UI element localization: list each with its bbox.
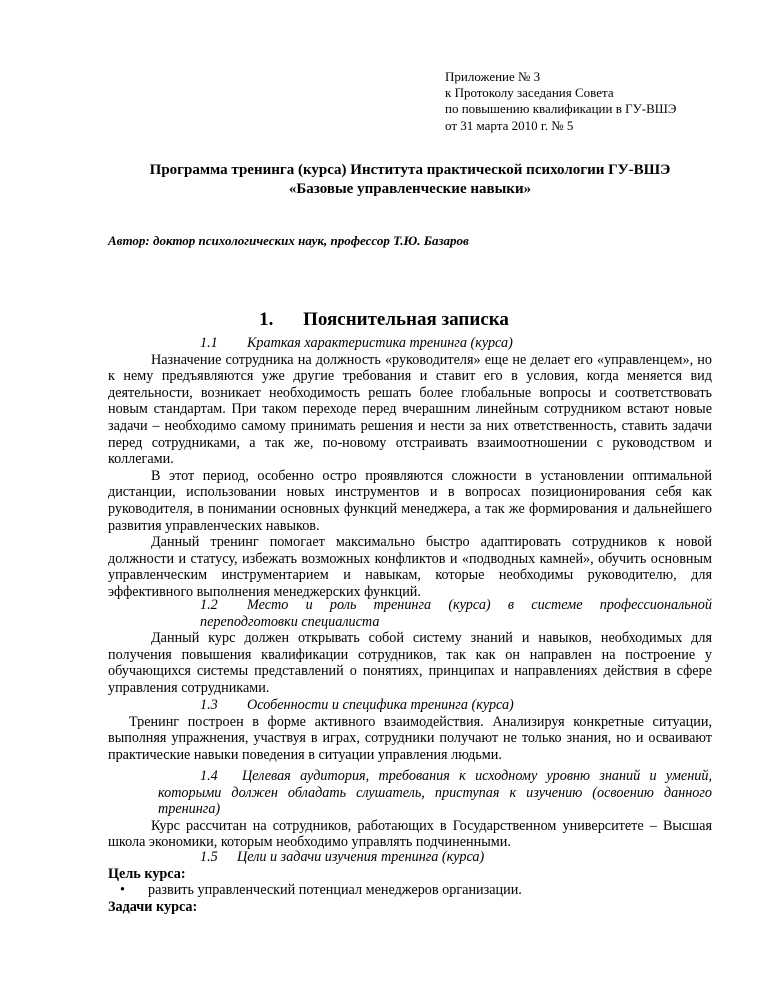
subsection-heading: [108, 597, 712, 630]
paragraph: Данный курс должен открывать собой систему знаний и навыков, необходимых для получения повышения квалификации сотрудников, так как он направлен на построение у обучающихся системы представлений о понятиях, принципах и направлениях действия в сфере управления сотрудниками.: [108, 630, 712, 696]
subsection-1-3: [108, 697, 712, 763]
subsection-1-2: [108, 597, 712, 697]
subsection-heading: [108, 335, 712, 352]
section-number: 1.: [259, 309, 274, 330]
subsection-heading: [108, 768, 712, 818]
subsection-title: Краткая характеристика тренинга (курса): [247, 335, 513, 351]
subsection-title: Особенности и специфика тренинга (курса): [247, 697, 514, 713]
subsection-title: Цели и задачи изучения тренинга (курса): [237, 849, 485, 865]
bullet-icon: •: [120, 882, 125, 899]
subsection-number: 1.3: [200, 697, 218, 713]
list-item-text: развить управленческий потенциал менеджеров организации.: [148, 882, 522, 899]
subsection-number: 1.4: [200, 768, 218, 784]
subsection-title: Место и роль тренинга (курса) в системе профессиональной переподготовки специалиста: [200, 597, 712, 630]
subsection-1-5: [108, 849, 712, 915]
annex-header: [445, 69, 677, 134]
subsection-heading: [108, 697, 712, 714]
document-title: [108, 161, 712, 199]
annex-line: Приложение № 3: [445, 69, 541, 84]
subsection-1-1: [108, 335, 712, 601]
list-item: [108, 882, 712, 899]
tasks-label: Задачи курса:: [108, 898, 198, 915]
subsection-number: 1.5: [200, 849, 218, 865]
paragraph: Курс рассчитан на сотрудников, работающих в Государственном университете – Высшая школа экономики, которым необходимо управлять подчиненными.: [108, 817, 712, 851]
subsection-1-4: [108, 768, 712, 851]
goal-label: Цель курса:: [108, 865, 186, 882]
subsection-title: Целевая аудитория, требования к исходному уровню знаний и умений, которыми должен обладать слушатель, приступая к изучению (освоению данного тренинга): [158, 768, 712, 818]
title-line: «Базовые управленческие навыки»: [288, 181, 532, 197]
subsection-heading: [108, 849, 712, 866]
annex-line: от 31 марта 2010 г. № 5: [445, 117, 574, 133]
section-title: Пояснительная записка: [303, 309, 509, 330]
paragraph: Назначение сотрудника на должность «руководителя» еще не делает его «управленцем», но к нему предъявляются уже другие требования и ставит его в условия, когда меняется вид деятельности, возникает необходимость решать более глобальные вопросы и соответствовать новым стандартам. При таком переходе перед вчерашним линейным сотрудником встают новые задачи – необходимо самому принимать решения и нести за них ответственность, ставить задачи перед сотрудниками, а так же, по-новому отстраивать взаимоотношении с руководством и коллегами.: [108, 351, 712, 468]
paragraph: В этот период, особенно остро проявляются сложности в установлении оптимальной дистанции, использовании новых инструментов и в вопросах позиционирования себя как руководителя, в понимании основных функций менеджера, а так же формирования и дальнейшего развития управленческих навыков.: [108, 467, 712, 534]
annex-line: по повышению квалификации в ГУ-ВШЭ: [445, 101, 677, 117]
paragraph: Данный тренинг помогает максимально быстро адаптировать сотрудников к новой должности и статусу, избежать возможных конфликтов и «подводных камней», обучить основным управленческим инструментарием и навыкам, которые необходимы руководителю, для эффективного выполнения менеджерских функций.: [108, 534, 712, 600]
subsection-number: 1.1: [200, 335, 218, 351]
paragraph: Тренинг построен в форме активного взаимодействия. Анализируя конкретные ситуации, выполняя упражнения, участвуя в играх, сотрудники получают не только знания, но и осваивают практические навыки поведения в ситуации управления людьми.: [108, 713, 712, 763]
author-line: Автор: доктор психологических наук, профессор Т.Ю. Базаров: [108, 233, 469, 248]
annex-line: к Протоколу заседания Совета: [445, 85, 614, 101]
section-heading: [0, 308, 768, 332]
title-line: Программа тренинга (курса) Института практической психологии ГУ-ВШЭ: [149, 162, 671, 178]
subsection-number: 1.2: [200, 597, 218, 613]
